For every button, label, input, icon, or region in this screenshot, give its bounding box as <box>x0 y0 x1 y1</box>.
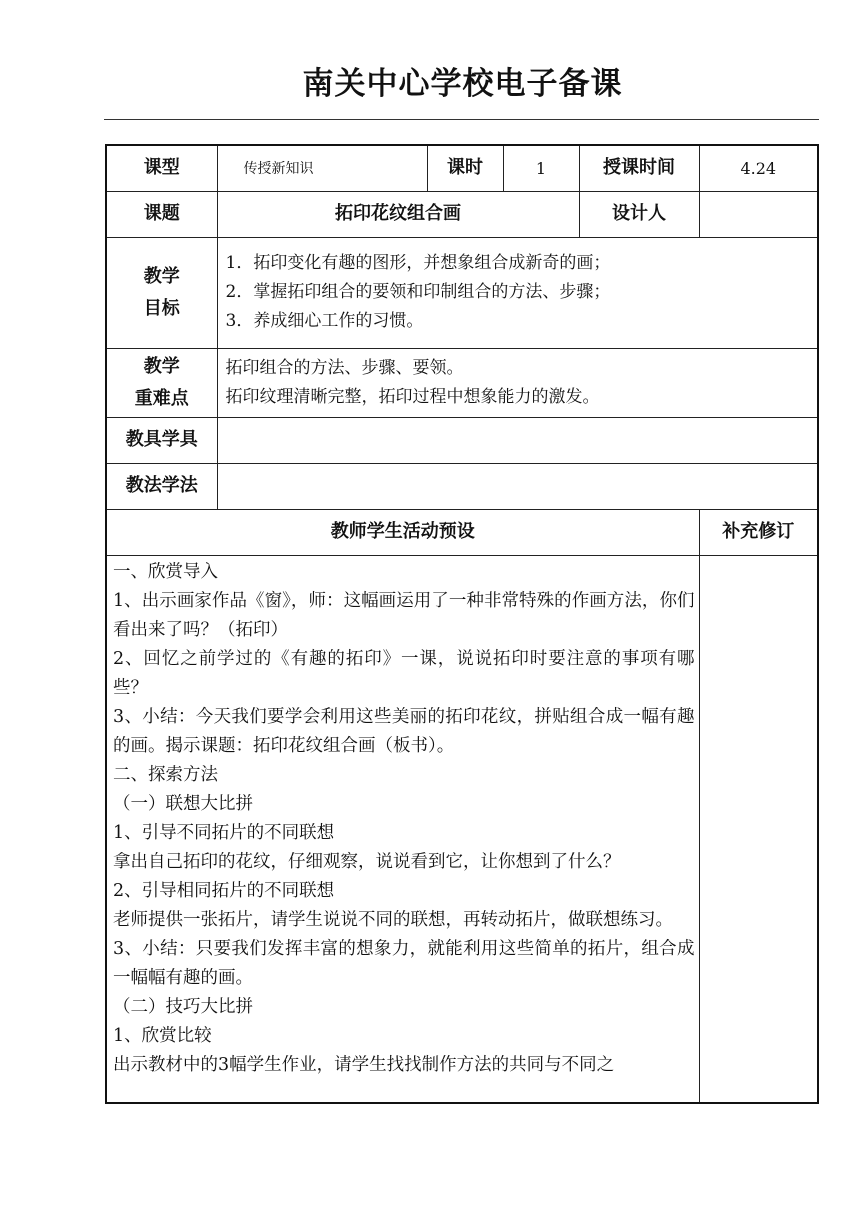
designer-label: 设计人 <box>579 191 699 237</box>
revision-content <box>699 555 818 1103</box>
goal-item: 3．养成细心工作的习惯。 <box>225 311 424 331</box>
goals-label-line2: 目标 <box>143 297 180 319</box>
tools-label: 教具学具 <box>106 417 217 463</box>
topic-label: 课题 <box>106 191 217 237</box>
topic-value: 拓印花纹组合画 <box>217 191 579 237</box>
focus-label-line1: 教学 <box>143 355 180 377</box>
row-methods <box>106 463 818 509</box>
tools-value <box>217 417 818 463</box>
activity-header: 教师学生活动预设 <box>106 509 699 555</box>
activity-paragraph: 1、引导不同拓片的不同联想 <box>113 822 335 843</box>
row-tools <box>106 417 818 463</box>
title-divider <box>104 119 819 120</box>
goal-item: 1．拓印变化有趣的图形，并想象组合成新奇的画； <box>225 253 611 273</box>
methods-label: 教法学法 <box>106 463 217 509</box>
goals-label <box>106 237 217 348</box>
activity-paragraph: 2、引导相同拓片的不同联想 <box>113 880 335 901</box>
focus-item: 拓印组合的方法、步骤、要领。 <box>225 357 464 378</box>
activity-paragraph: 3、小结：今天我们要学会利用这些美丽的拓印花纹，拼贴组合成一幅有趣的画。揭示课题：拓印花纹组合画（板书）。 <box>113 706 695 756</box>
teaching-date-label: 授课时间 <box>579 145 699 191</box>
focus-item: 拓印纹理清晰完整，拓印过程中想象能力的激发。 <box>225 386 600 407</box>
revision-header: 补充修订 <box>699 509 818 555</box>
activity-paragraph: 2、回忆之前学过的《有趣的拓印》一课，说说拓印时要注意的事项有哪些？ <box>113 648 695 698</box>
activity-paragraph: 拿出自己拓印的花纹，仔细观察，说说看到它，让你想到了什么？ <box>113 851 621 872</box>
focus-content <box>217 348 818 417</box>
methods-value <box>217 463 818 509</box>
lesson-plan-table <box>105 144 819 1104</box>
activity-paragraph: 1、欣赏比较 <box>113 1025 212 1046</box>
row-activity-header <box>106 509 818 555</box>
teaching-date-value: 4.24 <box>699 145 818 191</box>
row-lesson-info <box>106 145 818 191</box>
focus-label <box>106 348 217 417</box>
lesson-type-value: 传授新知识 <box>217 145 427 191</box>
activity-paragraph: 二、探索方法 <box>113 764 218 785</box>
goals-label-line1: 教学 <box>143 265 180 287</box>
page-title: 南关中心学校电子备课 <box>302 66 623 102</box>
lesson-type-label: 课型 <box>106 145 217 191</box>
row-topic <box>106 191 818 237</box>
activity-paragraph: 出示教材中的3幅学生作业，请学生找找制作方法的共同与不同之 <box>113 1054 615 1075</box>
row-activity-body <box>106 555 818 1103</box>
designer-value <box>699 191 818 237</box>
activity-paragraph: 1、出示画家作品《窗》，师：这幅画运用了一种非常特殊的作画方法，你们看出来了吗？（拓印） <box>113 590 695 640</box>
activity-paragraph: 老师提供一张拓片，请学生说说不同的联想，再转动拓片，做联想练习。 <box>113 909 673 930</box>
activity-paragraph: 一、欣赏导入 <box>113 561 218 582</box>
period-label: 课时 <box>427 145 503 191</box>
period-value: 1 <box>503 145 579 191</box>
goal-item: 2．掌握拓印组合的要领和印制组合的方法、步骤； <box>225 282 611 302</box>
activity-paragraph: （二）技巧大比拼 <box>113 996 253 1017</box>
activity-paragraph: （一）联想大比拼 <box>113 793 253 814</box>
activity-content <box>106 555 699 1103</box>
row-focus <box>106 348 818 417</box>
activity-paragraph: 3、小结：只要我们发挥丰富的想象力，就能利用这些简单的拓片，组合成一幅幅有趣的画。 <box>113 938 695 988</box>
row-goals <box>106 237 818 348</box>
focus-label-line2: 重难点 <box>134 387 189 409</box>
goals-content <box>217 237 818 348</box>
